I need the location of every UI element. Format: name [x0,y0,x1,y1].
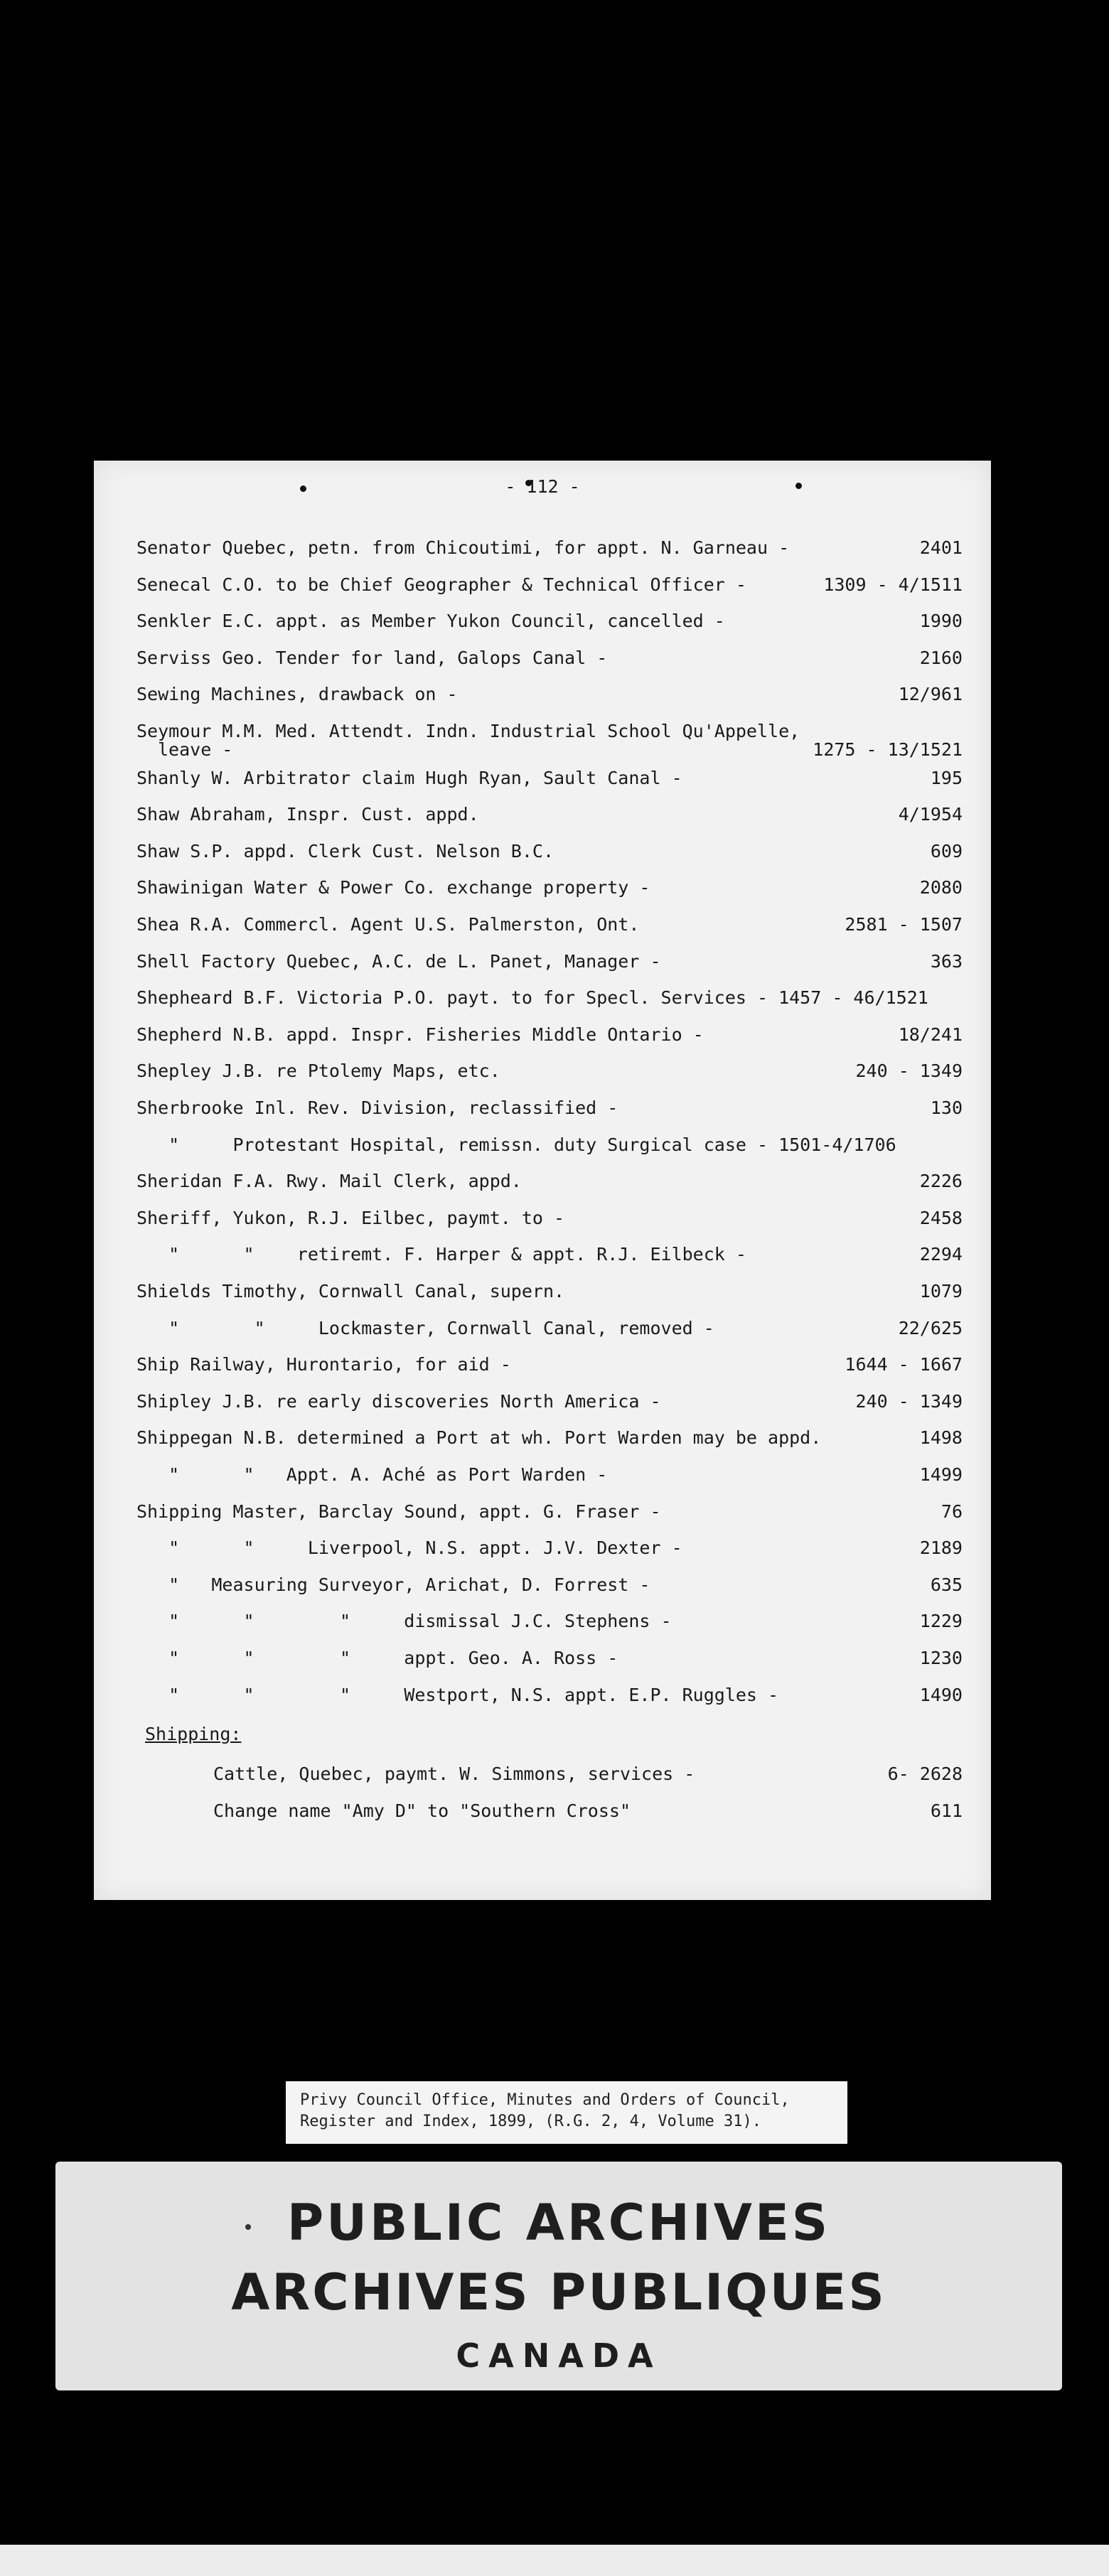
entry-reference: 635 [930,1574,963,1595]
entry-text: " Protestant Hospital, remissn. duty Surgical case - 1501-4/1706 [136,1134,896,1155]
entry-reference: 130 [930,1098,963,1118]
index-entry [94,1058,991,1086]
section-heading-shipping: Shipping: [145,1724,242,1745]
entry-continuation: leave - [158,739,233,760]
index-entry [94,1682,991,1710]
entry-text: Shanly W. Arbitrator claim Hugh Ryan, Sault Canal - [136,767,682,788]
index-entry [94,838,991,866]
entry-reference: 1990 [919,611,963,632]
entry-text: Senator Quebec, petn. from Chicoutimi, for appt. N. Garneau - [136,537,790,558]
entry-reference: 2189 [919,1537,963,1559]
entry-text: Shaw Abraham, Inspr. Cust. appd. [136,804,479,825]
entry-text: " " Liverpool, N.S. appt. J.V. Dexter - [136,1537,682,1559]
index-entry [94,1351,991,1380]
entry-reference: 240 - 1349 [855,1061,963,1082]
document-page [94,461,991,1900]
caption-line: Register and Index, 1899, (R.G. 2, 4, Volume 31). [300,2113,762,2130]
entry-reference: 1309 - 4/1511 [823,574,963,595]
entry-reference: 609 [930,840,963,862]
index-entry [94,1132,991,1160]
entry-text: Shipley J.B. re early discoveries North America - [136,1390,661,1412]
index-entry [94,608,991,636]
entry-text: " " " Westport, N.S. appt. E.P. Ruggles - [136,1684,779,1705]
shipping-entry [94,1798,991,1826]
index-entry [94,1608,991,1636]
index-entry [94,1168,991,1196]
entry-text: Senecal C.O. to be Chief Geographer & Technical Officer - [136,574,746,595]
index-entry [94,681,991,709]
entry-text: Cattle, Quebec, paymt. W. Simmons, services - [213,1764,695,1785]
entry-reference: 1275 - 13/1521 [813,739,963,760]
entry-text: Shippegan N.B. determined a Port at wh. Port Warden may be appd. [136,1427,822,1449]
entry-text: " Measuring Surveyor, Arichat, D. Forrest - [136,1574,650,1595]
entry-text: Senkler E.C. appt. as Member Yukon Council, cancelled - [136,611,725,632]
entry-reference: 240 - 1349 [855,1390,963,1412]
entry-reference: 1229 [919,1611,963,1632]
entry-text: Shepley J.B. re Ptolemy Maps, etc. [136,1061,500,1082]
entry-reference: 363 [930,950,963,972]
entry-text: " " " dismissal J.C. Stephens - [136,1611,672,1632]
entry-reference: 195 [930,767,963,788]
index-entry [94,1424,991,1453]
entry-text: Sheridan F.A. Rwy. Mail Clerk, appd. [136,1171,522,1192]
entry-text: Shepheard B.F. Victoria P.O. payt. to for Specl. Services - 1457 - 46/1521 [136,987,928,1009]
index-entry [94,984,991,1013]
index-entry [94,948,991,977]
entry-text: Shepherd N.B. appd. Inspr. Fisheries Middle Ontario - [136,1024,704,1045]
entry-text: Sherbrooke Inl. Rev. Division, reclassified - [136,1098,618,1118]
entry-reference: 6- 2628 [887,1764,963,1785]
entry-reference: 2581 - 1507 [845,914,963,935]
entry-text: Shawinigan Water & Power Co. exchange property - [136,877,650,898]
entry-text: Change name "Amy D" to "Southern Cross" [213,1800,631,1821]
entry-text: Serviss Geo. Tender for land, Galops Canal - [136,647,608,668]
stamp-line-country: CANADA [456,2336,662,2375]
entry-text: Shaw S.P. appd. Clerk Cust. Nelson B.C. [136,840,554,862]
index-entry [94,1388,991,1417]
stamp-line-french: ARCHIVES PUBLIQUES [231,2263,886,2322]
archive-caption [286,2081,847,2144]
entry-reference: 1079 [919,1281,963,1302]
archives-stamp [55,2162,1062,2390]
entry-text: " " retiremt. F. Harper & appt. R.J. Eilbeck - [136,1244,746,1265]
entry-reference: 1499 [919,1464,963,1485]
index-entry [94,645,991,673]
entry-text: Ship Railway, Hurontario, for aid - [136,1354,511,1375]
caption-line: Privy Council Office, Minutes and Orders of Council, [300,2091,790,2109]
index-entry [94,1315,991,1343]
entry-reference: 2160 [919,647,963,668]
index-entry [94,1205,991,1233]
bottom-band [0,2545,1109,2576]
index-entry [94,874,991,903]
entry-reference: 2080 [919,877,963,898]
entry-reference: 4/1954 [898,804,963,825]
shipping-entry [94,1761,991,1789]
entry-reference: 1644 - 1667 [845,1354,963,1375]
entry-reference: 18/241 [898,1024,963,1045]
index-entry [94,765,991,793]
stamp-line-english: PUBLIC ARCHIVES [286,2194,831,2252]
entry-text: " " Lockmaster, Cornwall Canal, removed - [136,1317,714,1338]
index-entry [94,801,991,830]
index-entry [94,1021,991,1050]
index-entry [94,1645,991,1673]
entry-reference: 22/625 [898,1317,963,1338]
entry-reference: 2458 [919,1207,963,1228]
entry-reference: 76 [941,1501,963,1522]
entry-text: " " Appt. A. Aché as Port Warden - [136,1464,608,1485]
index-entry [94,571,991,600]
entry-text: Sewing Machines, drawback on - [136,684,458,705]
entry-text: Shipping Master, Barclay Sound, appt. G. Fraser - [136,1501,661,1522]
index-entry [94,1095,991,1123]
page-number: - 112 - [505,476,580,497]
entry-reference: 2401 [919,537,963,558]
index-entry [94,718,991,760]
index-entry [94,1278,991,1306]
entry-reference: 611 [930,1800,963,1821]
entry-reference: 1230 [919,1648,963,1668]
entry-text: Sheriff, Yukon, R.J. Eilbec, paymt. to - [136,1207,565,1228]
entry-text: Shea R.A. Commercl. Agent U.S. Palmerston, Ont. [136,914,640,935]
index-entry [94,1461,991,1490]
entry-reference: 12/961 [898,684,963,705]
index-entry [94,535,991,563]
entry-text: Shell Factory Quebec, A.C. de L. Panet, Manager - [136,950,661,972]
index-entry [94,1498,991,1527]
index-entry [94,1572,991,1600]
entry-reference: 1498 [919,1427,963,1449]
entry-reference: 2226 [919,1171,963,1192]
index-entry [94,1241,991,1270]
entry-text: Seymour M.M. Med. Attendt. Indn. Industrial School Qu'Appelle, [136,721,800,741]
entry-text: Shields Timothy, Cornwall Canal, supern. [136,1281,565,1302]
entry-reference: 2294 [919,1244,963,1265]
entry-text: " " " appt. Geo. A. Ross - [136,1648,618,1668]
index-entry [94,1535,991,1563]
entry-reference: 1490 [919,1684,963,1705]
index-entry [94,911,991,940]
